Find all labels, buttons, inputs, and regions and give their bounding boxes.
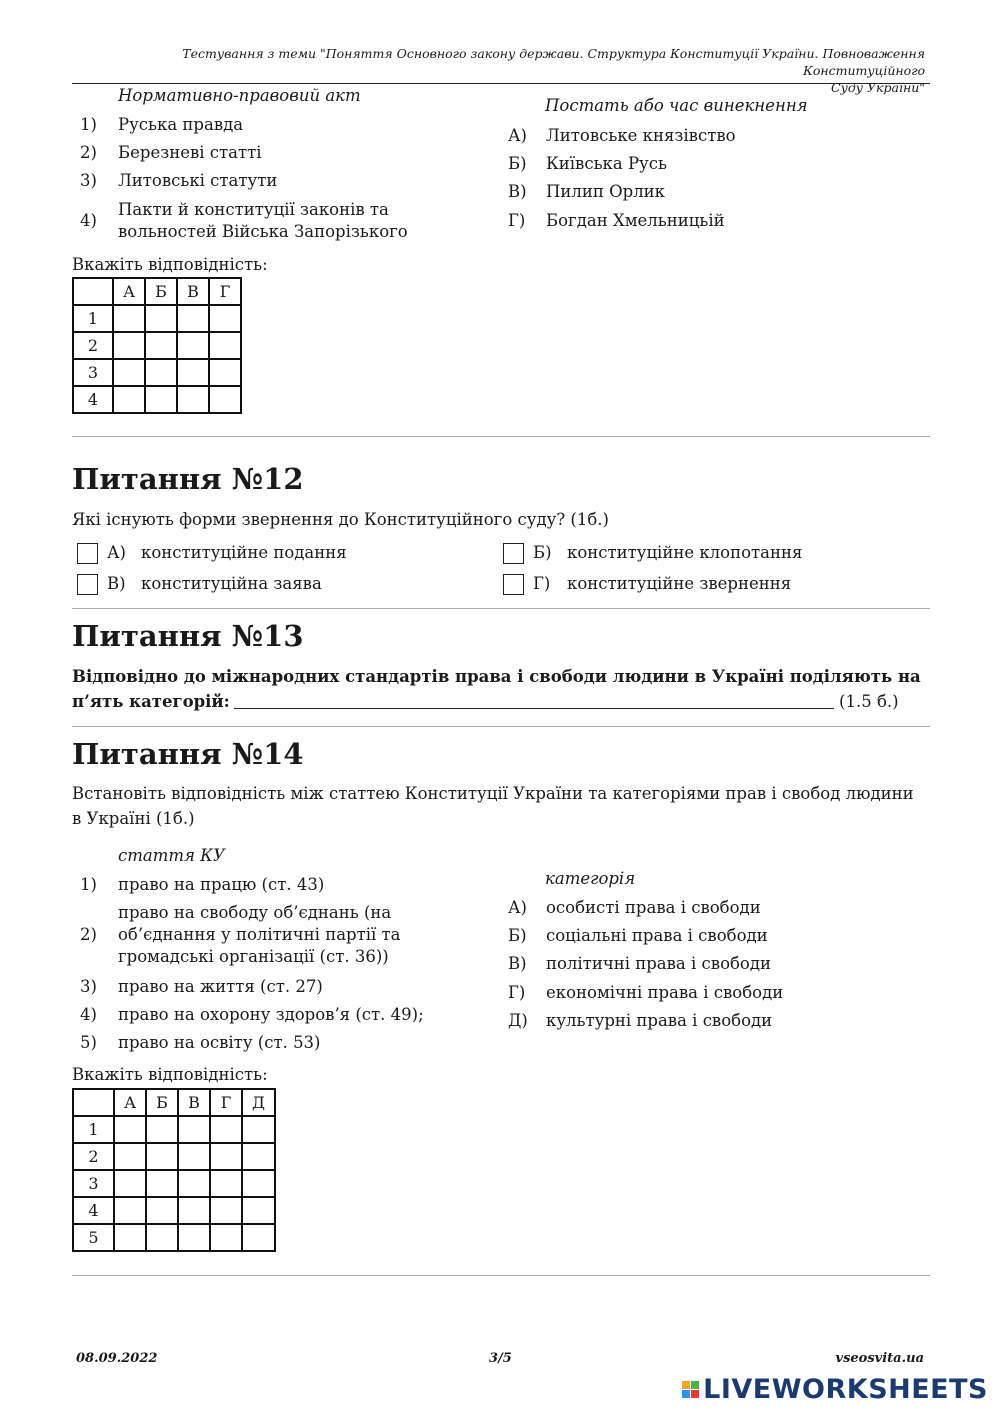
q11-right-item-b: Б) Київська Русь [508,154,667,173]
checkbox[interactable] [77,574,98,595]
grid-col-header: Г [210,1089,242,1116]
q13-text-line-2 [72,689,930,714]
q12-option-b[interactable]: Б) конституційне клопотання [503,543,923,567]
q11-right-heading: Постать або час винекнення [545,96,808,115]
q11-left-item-2: 2) Березневі статті [80,143,262,162]
grid-cell[interactable] [146,1224,178,1251]
grid-cell[interactable] [210,1143,242,1170]
q14-left-item-1: 1) право на працю (ст. 43) [80,875,325,894]
grid-cell[interactable] [210,1197,242,1224]
q12-text: Які існують форми звернення до Конституційного суду? (1б.) [72,510,609,529]
q14-answer-caption: Вкажіть відповідність: [72,1065,268,1084]
q14-left-item-2: 2) право на свободу об’єднань (на об’єднання у політичні партії та громадські організації (ст. 36)) [80,903,401,966]
grid-cell[interactable] [146,1143,178,1170]
grid-row-header: 1 [73,305,113,332]
grid-cell[interactable] [114,1224,146,1251]
grid-cell[interactable] [177,386,209,413]
grid-cell[interactable] [209,332,241,359]
section-divider [72,726,930,727]
grid-cell[interactable] [209,386,241,413]
grid-cell[interactable] [145,332,177,359]
checkbox[interactable] [77,543,98,564]
section-divider [72,608,930,609]
grid-cell[interactable] [113,332,145,359]
q13-points: (1.5 б.) [839,692,899,711]
header-line-2: Суду України" [831,80,925,95]
q11-left-item-3: 3) Литовські статути [80,171,278,190]
grid-row-header: 3 [73,1170,114,1197]
grid-cell[interactable] [113,359,145,386]
grid-cell[interactable] [146,1170,178,1197]
q14-title: Питання №14 [72,737,304,771]
q11-answer-caption: Вкажіть відповідність: [72,255,268,274]
logo-text: LIVEWORKSHEETS [703,1374,988,1405]
q12-title: Питання №12 [72,462,304,496]
grid-cell[interactable] [177,305,209,332]
grid-col-header: А [114,1089,146,1116]
q12-option-c[interactable]: В) конституційна заява [77,574,497,598]
grid-row-header: 4 [73,1197,114,1224]
q13-text-line-1: Відповідно до міжнародних стандартів права і свободи людини в Україні поділяють на [72,667,921,686]
grid-row-header: 5 [73,1224,114,1251]
grid-col-header: В [178,1089,210,1116]
section-divider [72,436,930,437]
grid-cell[interactable] [209,359,241,386]
grid-cell[interactable] [210,1116,242,1143]
grid-row-header: 1 [73,1116,114,1143]
grid-cell[interactable] [242,1197,275,1224]
grid-col-header: Г [209,278,241,305]
grid-cell[interactable] [114,1197,146,1224]
q14-answer-grid [72,1088,276,1252]
grid-col-header: В [177,278,209,305]
q11-left-heading: Нормативно-правовий акт [118,86,361,105]
grid-cell[interactable] [145,386,177,413]
grid-cell[interactable] [114,1143,146,1170]
grid-cell[interactable] [113,305,145,332]
grid-cell[interactable] [114,1170,146,1197]
grid-cell[interactable] [178,1224,210,1251]
grid-cell[interactable] [177,359,209,386]
grid-cell[interactable] [242,1116,275,1143]
q14-left-item-5: 5) право на освіту (ст. 53) [80,1033,321,1052]
grid-cell[interactable] [114,1116,146,1143]
grid-cell[interactable] [210,1170,242,1197]
q11-right-item-d: Г) Богдан Хмельницьій [508,211,725,230]
grid-row-header: 2 [73,1143,114,1170]
q14-left-item-3: 3) право на життя (ст. 27) [80,977,323,996]
section-divider [72,1275,930,1276]
grid-cell[interactable] [242,1224,275,1251]
grid-cell[interactable] [145,305,177,332]
grid-cell[interactable] [178,1116,210,1143]
q11-right-item-a: А) Литовське князівство [508,126,736,145]
grid-cell[interactable] [113,386,145,413]
footer-page-number: 3/5 [489,1351,512,1366]
q14-right-item-d: Г) економічні права і свободи [508,983,784,1002]
grid-cell[interactable] [178,1143,210,1170]
grid-cell[interactable] [145,359,177,386]
q14-right-item-a: А) особисті права і свободи [508,898,761,917]
grid-cell[interactable] [146,1116,178,1143]
grid-col-header: Б [146,1089,178,1116]
grid-col-header: А [113,278,145,305]
grid-corner [73,278,113,305]
grid-cell[interactable] [242,1170,275,1197]
grid-cell[interactable] [178,1170,210,1197]
grid-cell[interactable] [146,1197,178,1224]
q14-right-item-b: Б) соціальні права і свободи [508,926,768,945]
grid-cell[interactable] [178,1197,210,1224]
q13-title: Питання №13 [72,619,304,653]
grid-row-header: 3 [73,359,113,386]
checkbox[interactable] [503,543,524,564]
grid-row-header: 4 [73,386,113,413]
footer-date: 08.09.2022 [76,1351,158,1366]
checkbox[interactable] [503,574,524,595]
grid-col-header: Б [145,278,177,305]
q14-right-heading: категорія [545,869,636,888]
q12-option-a[interactable]: А) конституційне подання [77,543,497,567]
q13-answer-blank[interactable] [234,692,834,709]
header-line-1: Тестування з теми "Поняття Основного закону держави. Структура Конституції України. Повноваження Конституційного [182,46,925,78]
q11-left-item-4: 4) Пакти й конституції законів та вольностей Війська Запорізького [80,200,408,241]
grid-col-header: Д [242,1089,275,1116]
liveworksheets-logo [682,1374,988,1405]
q11-right-item-c: В) Пилип Орлик [508,182,665,201]
grid-cell[interactable] [210,1224,242,1251]
grid-cell[interactable] [177,332,209,359]
grid-cell[interactable] [242,1143,275,1170]
q11-answer-grid [72,277,242,414]
grid-row-header: 2 [73,332,113,359]
q12-option-d[interactable]: Г) конституційне звернення [503,574,923,598]
header-divider [72,83,930,84]
grid-corner [73,1089,114,1116]
q14-right-item-c: В) політичні права і свободи [508,954,772,973]
grid-cell[interactable] [209,305,241,332]
q14-right-item-e: Д) культурні права і свободи [508,1011,773,1030]
footer-site: vseosvita.ua [835,1351,924,1366]
logo-blocks-icon [682,1381,699,1398]
q14-left-heading: стаття КУ [118,846,225,865]
q13-text-prefix: п’ять категорій: [72,692,230,711]
q14-text: Встановіть відповідність між статтею Конституції України та категоріями прав і свобод людини в Україні (1б.) [72,784,914,828]
q14-left-item-4: 4) право на охорону здоров’я (ст. 49); [80,1005,424,1024]
q11-left-item-1: 1) Руська правда [80,115,244,134]
